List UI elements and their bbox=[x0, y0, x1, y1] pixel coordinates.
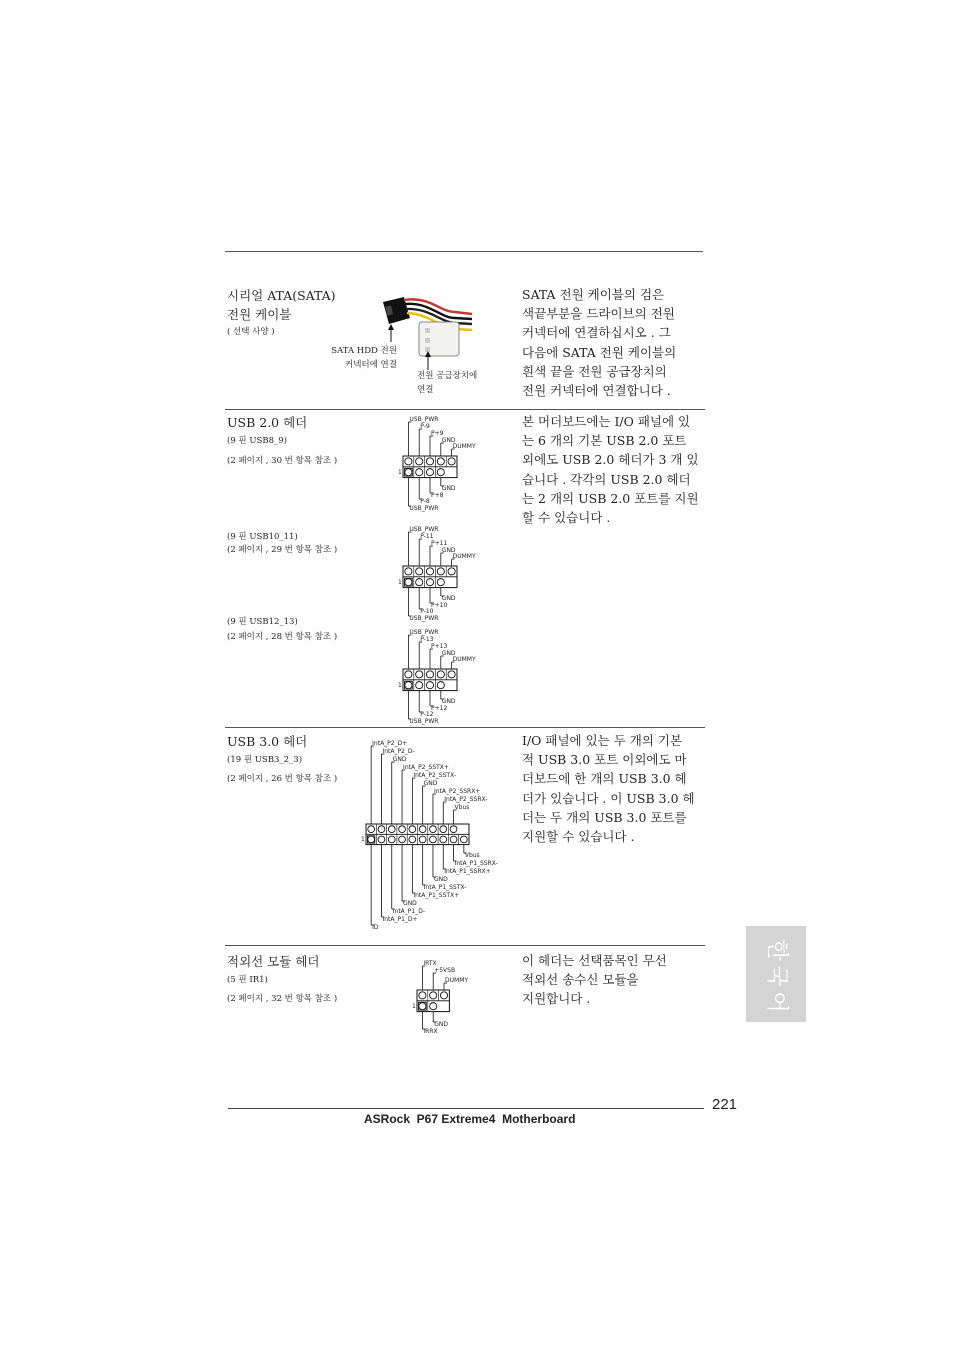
header-pin bbox=[405, 682, 412, 689]
sata-desc-line: 흰색 끝을 전원 공급장치의 bbox=[522, 363, 667, 379]
usb3-desc-line: I/O 패널에 있는 두 개의 기본 bbox=[522, 733, 683, 748]
header-body bbox=[403, 669, 457, 691]
header-pin bbox=[450, 836, 457, 843]
pin-label: DUMMY bbox=[445, 977, 469, 984]
pin1-marker bbox=[405, 468, 413, 476]
usb2-h2-ref: (2 페이지 , 29 번 항목 참조 ) bbox=[227, 545, 338, 555]
header-pin bbox=[437, 579, 444, 586]
pin-label: IntA_P1_D+ bbox=[382, 916, 418, 923]
top-rule bbox=[225, 251, 703, 252]
sata-desc-line: 커넥터에 연결하십시오 . 그 bbox=[522, 325, 671, 341]
header-pin bbox=[416, 671, 423, 678]
header-pin bbox=[419, 992, 426, 999]
pin1-label: 1 bbox=[361, 836, 365, 844]
usb3-desc-line: 더가 있습니다 . 이 USB 3.0 헤 bbox=[522, 790, 695, 806]
pin-label: DUMMY bbox=[452, 553, 476, 560]
usb2-h3-pins: (9 핀 USB12_13) bbox=[227, 617, 298, 627]
header-pin bbox=[440, 836, 447, 843]
sata-title-line: 시리얼 ATA(SATA) bbox=[227, 288, 336, 303]
cable-wire-yellow bbox=[407, 313, 472, 330]
sata-desc-line: 색끝부분을 드라이브의 전원 bbox=[522, 306, 675, 322]
pin1-label: 1 bbox=[398, 468, 402, 476]
sata-description bbox=[522, 285, 702, 400]
pin-label: IntA_P2_SSTX- bbox=[413, 772, 457, 779]
pin1-label: 1 bbox=[412, 1002, 416, 1010]
header-pin bbox=[388, 826, 395, 833]
usb3-pins: (19 핀 USB3_2_3) bbox=[227, 755, 303, 765]
header-pin bbox=[416, 568, 423, 575]
header-pin bbox=[437, 568, 444, 575]
sata-optional: ( 선택 사양 ) bbox=[227, 327, 275, 337]
pin-label: GND bbox=[434, 1021, 448, 1028]
pin1-label: 1 bbox=[398, 578, 402, 586]
pin-label: IRTX bbox=[423, 960, 437, 967]
usb3-ref: (2 페이지 , 26 번 항목 참조 ) bbox=[227, 774, 338, 784]
pin-label: USB_PWR bbox=[409, 718, 439, 725]
usb3-desc-line: 더보드에 한 개의 USB 3.0 헤 bbox=[522, 771, 687, 787]
header-pin bbox=[437, 671, 444, 678]
pin-label: P+13 bbox=[431, 643, 448, 650]
sata-psu-caption bbox=[417, 369, 477, 397]
header-pin bbox=[440, 826, 447, 833]
pin-label: IntA_P1_SSTX- bbox=[423, 884, 467, 891]
header-pin bbox=[430, 826, 437, 833]
pin-label: Vbus bbox=[454, 804, 470, 811]
pin-label: GND bbox=[441, 485, 456, 492]
pin-label: P-13 bbox=[420, 636, 434, 643]
header-pin bbox=[448, 458, 455, 465]
molex-connector bbox=[419, 322, 459, 356]
pin-label: P+9 bbox=[431, 430, 444, 437]
usb2-h1-pins: (9 핀 USB8_9) bbox=[227, 436, 287, 446]
usb3-desc-line: 적 USB 3.0 포트 이외에도 마 bbox=[522, 752, 687, 768]
sata-plug bbox=[383, 297, 410, 324]
pin-label: +5VSB bbox=[434, 967, 456, 974]
pin-label: GND bbox=[441, 698, 456, 705]
pin-label: USB_PWR bbox=[409, 416, 439, 423]
usb2-desc-line: 할 수 있습니다 . bbox=[522, 510, 611, 526]
usb2-h2-pins: (9 핀 USB10_11) bbox=[227, 532, 298, 542]
side-tab-char: 한 bbox=[764, 939, 789, 961]
pin-label: GND bbox=[403, 900, 417, 907]
pin-label: IntA_P1_SSTX+ bbox=[413, 892, 460, 899]
pin-label: USB_PWR bbox=[409, 505, 439, 512]
pin-label: GND bbox=[441, 595, 456, 602]
ir-pins: (5 핀 IR1) bbox=[227, 975, 268, 985]
cable-wire-red bbox=[404, 299, 472, 314]
usb2-desc-line: 본 머더보드에는 I/O 패널에 있 bbox=[522, 414, 691, 429]
header-pin bbox=[419, 826, 426, 833]
header-pin bbox=[378, 826, 385, 833]
usb3-title: USB 3.0 헤더 bbox=[227, 734, 308, 749]
footer-rule bbox=[228, 1108, 704, 1109]
header-pin bbox=[405, 469, 412, 476]
pin-label: GND bbox=[441, 437, 456, 444]
cable-wire-black bbox=[406, 309, 472, 324]
header-pin bbox=[368, 826, 375, 833]
pin-label: IntA_P2_D- bbox=[382, 748, 415, 755]
header-pin bbox=[426, 671, 433, 678]
sata-plug-tab bbox=[385, 305, 393, 315]
header-body bbox=[403, 456, 457, 478]
cable-wire-black bbox=[405, 304, 472, 319]
pin-label: GND bbox=[441, 650, 456, 657]
sata-hdd-caption bbox=[329, 344, 397, 372]
pin-label: P-8 bbox=[420, 498, 430, 505]
header-pin bbox=[378, 836, 385, 843]
pin-label: P+8 bbox=[431, 492, 444, 499]
header-pin bbox=[416, 469, 423, 476]
sata-desc-line: SATA 전원 케이블의 검은 bbox=[522, 287, 665, 302]
sata-desc-line: 다음에 SATA 전원 케이블의 bbox=[522, 344, 677, 360]
header-pin bbox=[405, 579, 412, 586]
page-number: 221 bbox=[712, 1096, 738, 1113]
usb2-h1-ref: (2 페이지 , 30 번 항목 참조 ) bbox=[227, 456, 338, 466]
pin-label: IntA_P2_SSRX- bbox=[444, 796, 488, 803]
pin-label: IntA_P1_SSRX+ bbox=[444, 868, 491, 875]
pin-label: IntA_P2_SSRX+ bbox=[433, 788, 481, 795]
ir-desc-line: 지원합니다 . bbox=[522, 991, 591, 1007]
header-pin bbox=[405, 458, 412, 465]
sata-hdd-caption-line: SATA HDD 전원 bbox=[331, 346, 397, 356]
divider-ir bbox=[225, 945, 705, 946]
usb2-desc-line: 외에도 USB 2.0 헤더가 3 개 있 bbox=[522, 452, 699, 468]
pin-label: IntA_P2_D+ bbox=[372, 740, 408, 747]
pin-label: P-12 bbox=[420, 711, 434, 718]
pin-label: GND bbox=[392, 756, 407, 763]
header-body bbox=[417, 990, 449, 1012]
pin-label: GND bbox=[433, 876, 448, 883]
language-side-tab bbox=[746, 926, 806, 1022]
ir-description bbox=[522, 951, 702, 1009]
pin1-marker bbox=[405, 681, 413, 689]
pin1-marker bbox=[419, 1002, 427, 1010]
side-tab-char: 어 bbox=[764, 991, 789, 1013]
header-pin bbox=[419, 836, 426, 843]
header-pin bbox=[426, 469, 433, 476]
ir-desc-line: 이 헤더는 선택품목인 무선 bbox=[522, 953, 667, 968]
header-pin bbox=[368, 836, 375, 843]
sata-psu-caption-line: 전원 공급장치에 bbox=[417, 371, 478, 381]
header-pin bbox=[430, 1003, 437, 1010]
pin-label: IntA_P1_SSRX- bbox=[454, 860, 498, 867]
pin-label: P-11 bbox=[420, 533, 434, 540]
header-pin bbox=[405, 568, 412, 575]
header-pin bbox=[450, 826, 457, 833]
header-pin bbox=[448, 671, 455, 678]
pin-label: USB_PWR bbox=[409, 526, 439, 533]
header-pin bbox=[437, 458, 444, 465]
header-pin bbox=[426, 568, 433, 575]
pin-label: IRRX bbox=[423, 1028, 438, 1035]
usb2-desc-line: 는 2 개의 USB 2.0 포트를 지원 bbox=[522, 490, 699, 506]
pin-label: P+11 bbox=[431, 540, 448, 547]
sata-hdd-caption-line: 커넥터에 연결 bbox=[345, 360, 397, 370]
ir-ref: (2 페이지 , 32 번 항목 참조 ) bbox=[227, 994, 338, 1004]
ir-title: 적외선 모듈 헤더 bbox=[227, 954, 320, 969]
header-pin bbox=[409, 836, 416, 843]
footer-product: ASRock P67 Extreme4 Motherboard bbox=[364, 1112, 576, 1126]
pin-label: GND bbox=[423, 780, 438, 787]
header-pin bbox=[460, 836, 467, 843]
pin-label: IntA_P2_SSTX+ bbox=[403, 764, 449, 771]
header-pin bbox=[399, 826, 406, 833]
sata-desc-line: 전원 커넥터에 연결합니다 . bbox=[522, 383, 671, 399]
usb3-desc-line: 더는 두 개의 USB 3.0 포트를 bbox=[522, 809, 687, 825]
pin-label: IntA_P1_D- bbox=[392, 908, 425, 915]
pin-label: P-10 bbox=[420, 608, 434, 615]
divider-usb3 bbox=[225, 727, 705, 728]
header-body bbox=[403, 566, 457, 588]
pin-label: DUMMY bbox=[452, 443, 476, 450]
header-body bbox=[366, 824, 469, 845]
sata-psu-caption-line: 연결 bbox=[417, 385, 434, 395]
pin-label: P+10 bbox=[431, 602, 448, 609]
usb2-description bbox=[522, 412, 704, 527]
usb3-description bbox=[522, 731, 704, 846]
header-pin bbox=[430, 836, 437, 843]
header-pin bbox=[440, 992, 447, 999]
pin1-marker bbox=[368, 836, 375, 843]
pin-label: USB_PWR bbox=[409, 629, 439, 636]
side-tab-char: 국 bbox=[764, 965, 789, 987]
pin-label: P-9 bbox=[420, 423, 430, 430]
usb2-desc-line: 습니다 . 각각의 USB 2.0 헤더 bbox=[522, 471, 691, 487]
header-pin bbox=[426, 458, 433, 465]
pin-label: DUMMY bbox=[452, 656, 476, 663]
header-pin bbox=[416, 682, 423, 689]
pin-label: Vbus bbox=[464, 852, 480, 859]
pin-label: GND bbox=[441, 547, 456, 554]
header-pin bbox=[437, 682, 444, 689]
header-pin bbox=[430, 992, 437, 999]
header-pin bbox=[388, 836, 395, 843]
pin-label: ID bbox=[372, 924, 379, 931]
usb2-h3-ref: (2 페이지 , 28 번 항목 참조 ) bbox=[227, 632, 338, 642]
pin-label: P+12 bbox=[431, 705, 448, 712]
header-pin bbox=[448, 568, 455, 575]
header-pin bbox=[426, 682, 433, 689]
header-pin bbox=[416, 458, 423, 465]
divider-usb2 bbox=[225, 409, 705, 410]
usb2-desc-line: 는 6 개의 기본 USB 2.0 포트 bbox=[522, 433, 687, 449]
pin1-marker bbox=[405, 578, 413, 586]
header-pin bbox=[419, 1003, 426, 1010]
pin1-label: 1 bbox=[398, 681, 402, 689]
sata-title bbox=[227, 286, 336, 324]
header-pin bbox=[426, 579, 433, 586]
sata-title-line: 전원 케이블 bbox=[227, 307, 292, 322]
pin-label: USB_PWR bbox=[409, 615, 439, 622]
ir-desc-line: 적외선 송수신 모듈을 bbox=[522, 972, 639, 988]
header-pin bbox=[416, 579, 423, 586]
header-pin bbox=[405, 671, 412, 678]
header-pin bbox=[409, 826, 416, 833]
usb3-desc-line: 지원할 수 있습니다 . bbox=[522, 829, 635, 845]
usb2-title: USB 2.0 헤더 bbox=[227, 415, 308, 430]
header-pin bbox=[399, 836, 406, 843]
header-pin bbox=[437, 469, 444, 476]
